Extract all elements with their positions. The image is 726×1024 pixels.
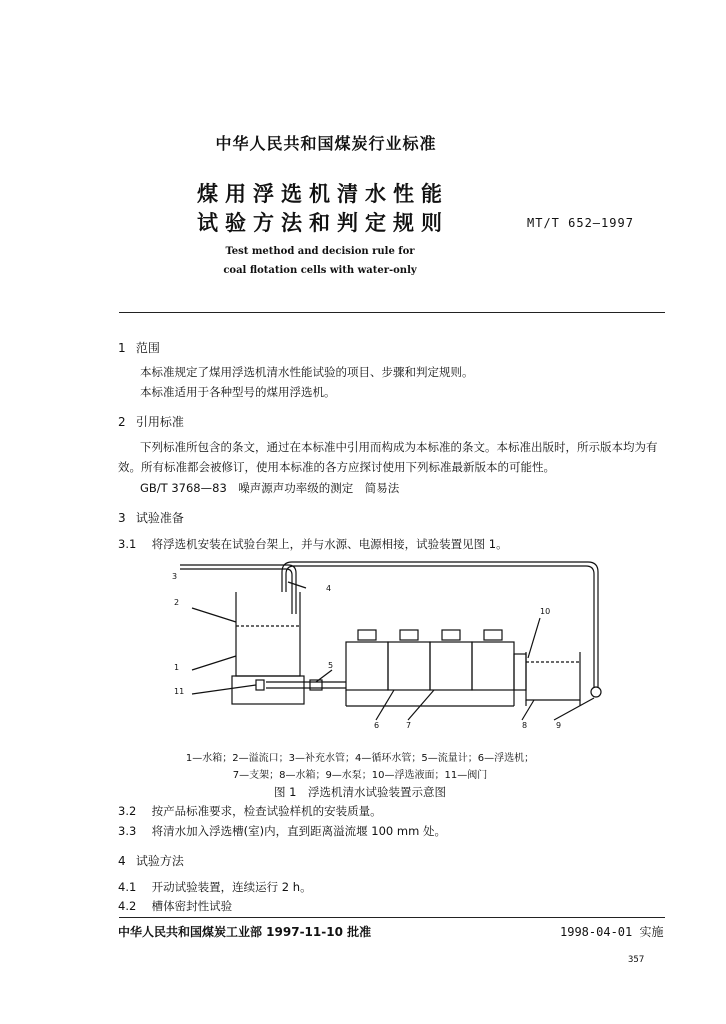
fig-label-6: 6 xyxy=(374,721,380,730)
tank-stand xyxy=(232,676,304,704)
item-text: 将浮选机安装在试验台架上，并与水源、电源相接，试验装置见图 1。 xyxy=(151,537,508,551)
section-2-reference: GB/T 3768—83 噪声源声功率级的测定 简易法 xyxy=(140,481,400,495)
section-number: 3 xyxy=(118,511,126,525)
section-2-heading xyxy=(118,413,184,430)
title-line-1: 煤用浮选机清水性能 xyxy=(197,182,449,206)
title-line-2: 试验方法和判定规则 xyxy=(197,211,449,235)
industry-standard-heading: 中华人民共和国煤炭行业标准 xyxy=(215,134,437,153)
section-2-paragraph: 下列标准所包含的条文，通过在本标准中引用而构成为本标准的条文。本标准出版时，所示版本均为有效。所有标准都会被修订，使用本标准的各方应探讨使用下列标准最新版本的可能性。 xyxy=(118,440,658,474)
figure-caption-line-2: 7—支架；8—水箱；9—水泵；10—浮选液面；11—阀门 xyxy=(232,770,488,781)
item-4-2 xyxy=(118,898,232,914)
item-number: 4.1 xyxy=(118,880,137,894)
item-number: 3.1 xyxy=(118,537,137,551)
valve xyxy=(256,680,264,690)
standard-code: MT/T 652—1997 xyxy=(527,216,634,230)
section-1-paragraph-1: 本标准规定了煤用浮选机清水性能试验的项目、步骤和判定规则。 xyxy=(140,365,474,379)
section-title: 试验准备 xyxy=(135,511,184,525)
item-text: 开动试验装置，连续运行 2 h。 xyxy=(151,880,312,894)
item-4-1 xyxy=(118,879,312,895)
page-number: 357 xyxy=(628,955,645,965)
item-3-3 xyxy=(118,823,446,839)
english-title-line-2: coal flotation cells with water-only xyxy=(223,265,417,276)
item-3-1 xyxy=(118,536,508,552)
makeup-water-pipe xyxy=(180,565,296,614)
fig-label-2: 2 xyxy=(174,598,180,607)
figure-title: 图 1 浮选机清水试验装置示意图 xyxy=(274,785,446,799)
fig-label-8: 8 xyxy=(522,721,528,730)
water-tank-8 xyxy=(526,652,580,700)
section-number: 2 xyxy=(118,415,126,429)
implementation-date: 1998-04-01 实施 xyxy=(560,925,664,939)
fig-label-1: 1 xyxy=(174,663,180,672)
section-title: 引用标准 xyxy=(135,415,184,429)
section-4-heading xyxy=(118,852,184,869)
fig-label-11: 11 xyxy=(174,687,185,696)
fig-label-3: 3 xyxy=(172,572,178,581)
section-1-paragraph-2: 本标准适用于各种型号的煤用浮选机。 xyxy=(140,385,336,399)
flotation-cell xyxy=(388,642,430,690)
fig-label-4: 4 xyxy=(326,584,332,593)
item-text: 按产品标准要求，检查试验样机的安装质量。 xyxy=(151,804,382,818)
section-1-heading xyxy=(118,339,160,356)
item-text: 将清水加入浮选槽(室)内，直到距离溢流堰 100 mm 处。 xyxy=(151,824,446,838)
fig-label-9: 9 xyxy=(556,721,562,730)
figure-caption-line-1: 1—水箱；2—溢流口；3—补充水管；4—循环水管；5—流量计；6—浮选机； xyxy=(185,753,535,764)
approval-issuer: 中华人民共和国煤炭工业部 1997-11-10 批准 xyxy=(118,925,372,939)
fig-label-7: 7 xyxy=(406,721,412,730)
fig-label-5: 5 xyxy=(328,661,334,670)
flotation-cell xyxy=(472,642,514,690)
flotation-cell xyxy=(346,642,388,690)
header-divider xyxy=(119,312,665,313)
section-number: 1 xyxy=(118,341,126,355)
water-tank-1 xyxy=(236,592,300,676)
section-3-heading xyxy=(118,509,184,526)
flotation-cell xyxy=(430,642,472,690)
english-title-line-1: Test method and decision rule for xyxy=(225,246,415,257)
section-number: 4 xyxy=(118,854,126,868)
item-number: 4.2 xyxy=(118,899,137,913)
section-title: 范围 xyxy=(135,341,160,355)
item-text: 槽体密封性试验 xyxy=(151,899,233,913)
section-title: 试验方法 xyxy=(135,854,184,868)
water-pump xyxy=(591,687,601,697)
item-3-2 xyxy=(118,803,382,819)
item-number: 3.2 xyxy=(118,804,137,818)
test-apparatus-diagram xyxy=(170,558,610,733)
footer-divider xyxy=(119,917,665,918)
fig-label-10: 10 xyxy=(540,607,551,616)
item-number: 3.3 xyxy=(118,824,137,838)
